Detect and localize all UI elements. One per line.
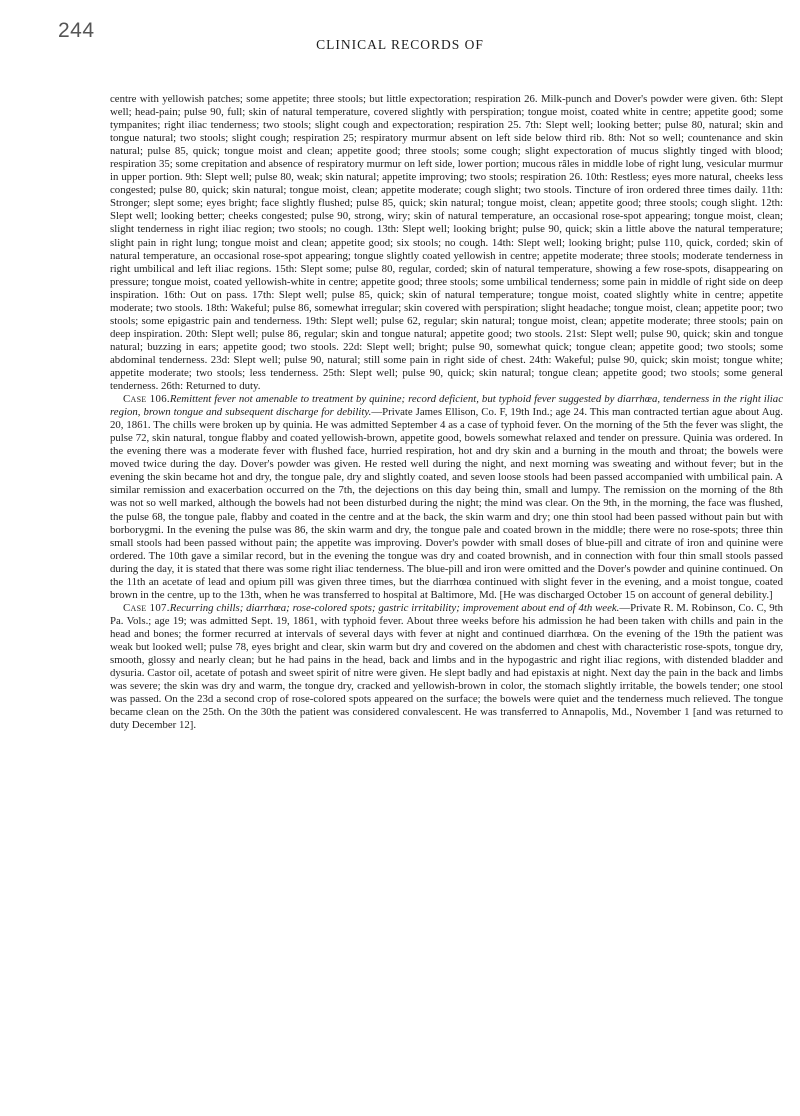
case-107-title: Recurring chills; diarrhœa; rose-colored spots; gastric irritability; improvement about end of 4th week.	[169, 601, 620, 614]
case-107-body: —Private R. M. Robinson, Co. C, 9th Pa. Vols.; age 19; was admitted Sept. 19, 1861, with typhoid fever. About three weeks before his admission he had been taken with chills and pain in the head and bones; the former recurred at intervals of several days with fever at night and continued diarrhœa. On the evening of the 19th the patient was weak but looked well; pulse 78, eyes bright and clear, skin warm but dry and covered on the abdomen and chest with characteristic rose-spots, tongue dry, smooth, glossy and nearly clean; but he had pains in the head, back and limbs and in the hypogastric and right iliac regions, with distended bladder and dysuria. Castor oil, acetate of potash and sweet spirit of nitre were given. He slept badly and had epistaxis at night. Next day the pain in the back and limbs was severe; the skin was dry and warm, the tongue dry, cracked and yellowish-brown in color, the stomach slightly irritable, the bowels tender; one stool was passed. On the 23d a second crop of rose-colored spots appeared on the surface; the bowels were quiet and the tenderness much relieved. The tongue became clean on the 25th. On the 30th the patient was considered convalescent. He was transferred to Annapolis, Md., November 1 [and was returned to duty December 12].	[110, 601, 783, 732]
case-107-paragraph	[110, 602, 783, 732]
case-106-title: Remittent fever not amenable to treatment by quinine; record deficient, but typhoid fever suggested by diarrhœa, tenderness in the right iliac region, brown tongue and subsequent discharge for debility.	[110, 393, 783, 419]
case-106-label: Case 106.	[123, 393, 170, 406]
body-text	[110, 93, 783, 732]
case-107-label: Case 107.	[123, 601, 170, 614]
continuation-paragraph: centre with yellowish patches; some appetite; three stools; but little expectoration; respiration 26. Milk-punch and Dover's powder were given. 6th: Slept well; head-pain; pulse 90, full; skin of natural temperature, covered slightly with perspiration; tongue moist, coated white in centre; appetite good; some tympanites; right iliac tenderness; two stools; slight cough and expectoration; respiration 25. 7th: Slept well; looking better; pulse 80, natural; skin and tongue natural; two stools; slight cough; respiration 25; respiratory murmur absent on left side below third rib. 8th: Not so well; countenance and skin natural; pulse 85, quick; tongue moist and clean; appetite good; three stools; some cough; slight expectoration of mucus slightly tinged with blood; respiration 35; some crepitation and absence of respiratory murmur on left side, lower portion; mucous râles in middle lobe of right lung, vesicular murmur in upper portion. 9th: Slept well; pulse 80, weak; skin natural; appetite improving; two stools; respiration 26. 10th: Restless; eyes more natural, cheeks less congested; pulse 80, quick; skin natural; tongue moist, clean; appetite moderate; cough slight; two stools. Tincture of iron ordered three times daily. 11th: Stronger; slept some; eyes bright; face slightly flushed; pulse 85, quick; skin natural; tongue moist, clean; appetite good; three stools; cough slight. 12th: Slept well; looking better; cheeks congested; pulse 90, strong, wiry; skin of natural temperature, an occasional rose-spot appearing; tongue moist, clean; slight tenderness in right iliac region; two stools; no cough. 13th: Slept well; looking bright; pulse 90, quick; skin a little above the natural temperature; slight pain in right lung; tongue moist and clean; appetite good; six stools; no cough. 14th: Slept well; looking bright; pulse 110, quick, corded; skin of natural temperature, an occasional rose-spot appearing; tongue slightly coated yellowish in centre; appetite moderate; three stools; moderate tenderness in right umbilical and left iliac regions. 15th: Slept some; pulse 80, regular, corded; skin of natural temperature, showing a few rose-spots, disappearing on pressure; tongue moist, coated yellowish-white in centre; appetite good; three stools; some umbilical tenderness; some pain in middle of right side on deep inspiration. 16th: Out on pass. 17th: Slept well; pulse 85, quick; skin of natural temperature; tongue moist, coated slightly white in centre; appetite moderate; two stools. 18th: Wakeful; pulse 86, somewhat irregular; skin covered with perspiration; slight headache; tongue moist, clean; appetite poor; two stools; some epigastric pain and tenderness. 19th: Slept well; pulse 62, regular; skin natural; tongue moist, clean; appetite moderate; three stools; pain on deep inspiration. 20th: Slept well; pulse 86, regular; skin and tongue natural; appetite good; two stools. 21st: Slept well; pulse 90, quick; skin and tongue natural; buzzing in ears; appetite good; two stools. 22d: Slept well; bright; pulse 90, somewhat quick; tongue clean; appetite good; two stools; some abdominal tenderness. 23d: Slept well; pulse 90, natural; still some pain in right side of chest. 24th: Wakeful; pulse 90, quick; skin moist; tongue white; appetite moderate; two stools; less tenderness. 25th: Slept well; pulse 90, quick; skin natural; tongue clean; appetite good; two stools; some general tenderness. 26th: Returned to duty.	[110, 93, 783, 393]
page-number: 244	[58, 19, 95, 42]
case-106-paragraph	[110, 393, 783, 602]
case-106-body: —Private James Ellison, Co. F, 19th Ind.; age 24. This man contracted tertian ague about Aug. 20, 1861. The chills were broken up by quinia. He was admitted September 4 as a case of typhoid fever. On the morning of the 5th the fever was slight, the pulse 72, skin natural, tongue flabby and coated yellowish-brown, appetite good, bowels somewhat relaxed and tender on pressure. Quinia was ordered. In the evening there was a moderate fever with flushed face, hurried respiration, hot and dry skin and a burning in the mouth and throat; the bowels were moved twice during the day. Dover's powder was given. He rested well during the night, and next morning was sweating and without fever; but in the evening the skin became hot and dry, the tongue pale, dry and slightly coated, and seven loose stools had been passed accompanied with umbilical pain. A similar remission and exacerbation occurred on the 7th, the dejections on this day being thin, small and lumpy. The remission on the morning of the 8th was not so well marked, although the bowels had not been disturbed during the night; the mind was clear. On the 9th, in the morning, the face was flushed, the pulse 68, the tongue pale, flabby and coated in the centre and at the back, the skin warm and dry; one thin stool had been passed without pain but with borborygmi. In the evening the pulse was 86, the skin warm and dry, the tongue pale and coated brown in the middle; there were no rose-spots; three thin small stools had been passed without pain; the appetite was improving. Dover's powder with small doses of blue-pill and citrate of iron and quinine were ordered. The 10th gave a similar record, but in the evening the tongue was dry and coated brownish, and in connection with four thin small stools passed during the day, it is stated that there was some right iliac tenderness. The blue-pill and iron were omitted and the Dover's powder and quinine continued. On the 11th an acetate of lead and opium pill was given three times, but the diarrhœa continued with slight fever in the evening, and a moist tongue, coated brown in the centre, up to the 13th, when he was transferred to hospital at Baltimore, Md. [He was discharged October 15 on account of general debility.]	[110, 406, 784, 601]
running-title: CLINICAL RECORDS OF	[316, 37, 484, 52]
